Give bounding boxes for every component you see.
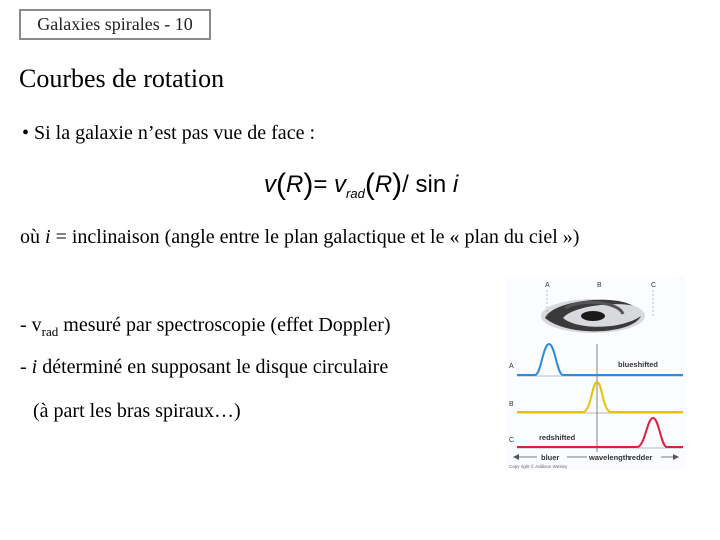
formula-sin: sin <box>415 171 447 198</box>
axis-wavelength: wavelength <box>589 453 630 462</box>
inclination-line <box>20 226 579 249</box>
slide-title: Courbes de rotation <box>19 64 225 93</box>
bullet-text: • Si la galaxie n’est pas vue de face : <box>22 122 315 144</box>
slide-tag: Galaxies spirales - 10 <box>19 9 211 40</box>
doppler-diagram <box>505 276 685 470</box>
top-label-c: C <box>651 282 657 289</box>
blueshifted-label: blueshifted <box>618 360 659 369</box>
vrad-prefix: - v <box>20 314 42 336</box>
copyright-text: Copy right © Addison Wesley <box>509 464 568 469</box>
formula-slash: / <box>402 171 409 198</box>
formula-equals: = <box>313 171 328 198</box>
top-label-b: B <box>597 282 602 289</box>
inclination-prefix: où <box>20 226 45 248</box>
inclination-text: = inclinaison (angle entre le plan galactique et le « plan du ciel ») <box>50 226 580 248</box>
blueshift-curve <box>517 344 683 375</box>
row-label-b: B <box>509 401 514 408</box>
doppler-figure <box>505 276 685 470</box>
formula-r2: R <box>374 171 393 198</box>
rotation-formula: $v(R)= v_{rad}(R)/$ sin i <box>264 168 459 201</box>
arrow-left-icon <box>513 454 519 460</box>
row-label-c: C <box>509 437 515 444</box>
formula-r: R <box>286 171 304 198</box>
i-var: i <box>31 356 38 378</box>
top-label-a: A <box>545 282 550 289</box>
redshifted-label: redshifted <box>539 433 576 442</box>
inclination-var: i <box>45 226 51 248</box>
axis-redder: redder <box>629 453 653 462</box>
i-line <box>20 356 388 379</box>
arrow-right-icon <box>673 454 679 460</box>
vrad-sub: rad <box>41 324 59 339</box>
i-text: déterminé en supposant le disque circulaire <box>37 356 389 378</box>
formula-v: v <box>264 171 276 198</box>
formula-vrad: v <box>334 171 347 198</box>
formula-i: i <box>452 171 459 198</box>
i-prefix: - <box>20 356 32 378</box>
vrad-line <box>20 314 391 340</box>
vrad-text: mesuré par spectroscopie (effet Doppler) <box>58 314 391 336</box>
formula-vrad-sub: rad <box>346 185 365 201</box>
axis-bluer: bluer <box>541 453 560 462</box>
spiral-arms-note: (à part les bras spiraux…) <box>33 400 241 422</box>
row-label-a: A <box>509 363 514 370</box>
spiral-galaxy-image <box>541 299 645 333</box>
rest-curve <box>517 382 683 412</box>
